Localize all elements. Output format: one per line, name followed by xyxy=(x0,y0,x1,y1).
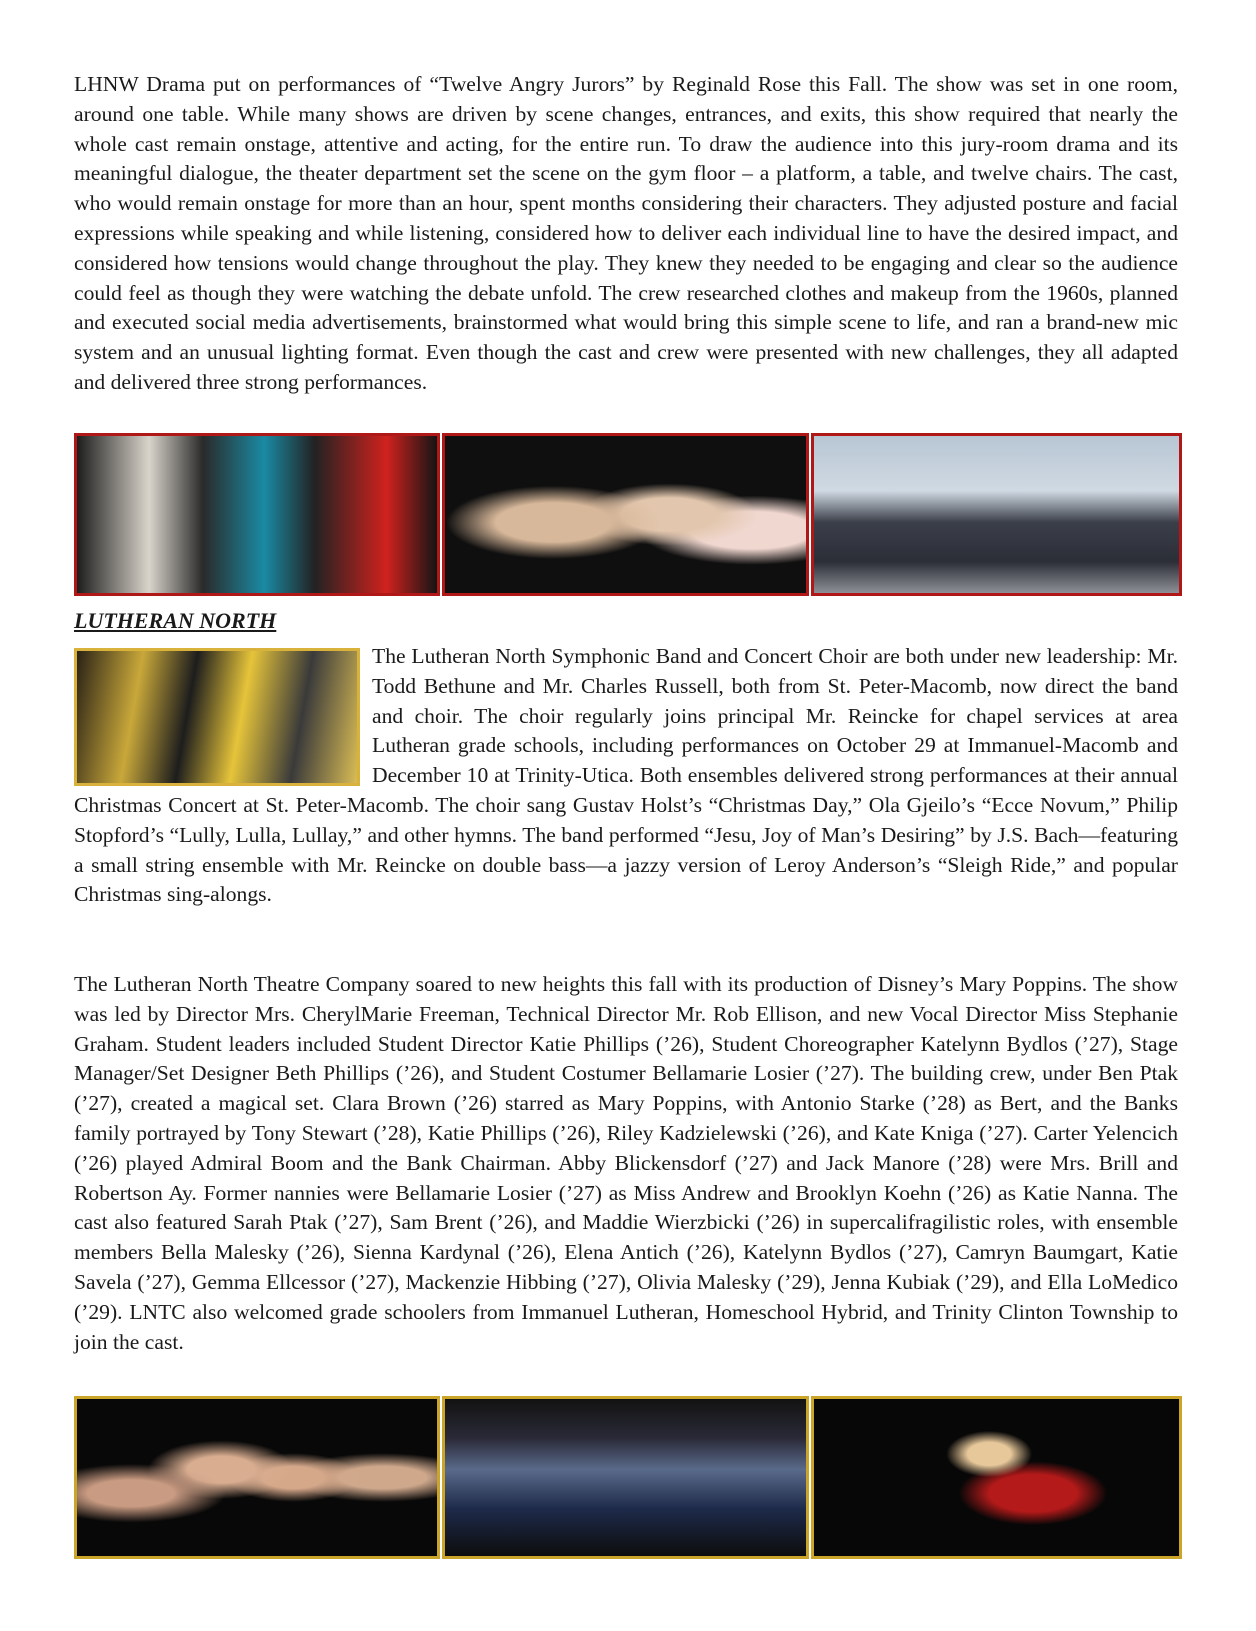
lhnw-photo-strip xyxy=(74,433,1182,596)
music-paragraph: The Lutheran North Symphonic Band and Concert Choir are both under new leadership: Mr. Todd Bethune and Mr. Charles Russell, both from St. Peter-Macomb, now direct the band and choir. The choir regularly joins principal Mr. Reincke for chapel services at area Lutheran grade schools, including performances on October 29 at Immanuel-Macomb and December 10 at Trinity-Utica. Both ensembles delivered strong performances at their annual Christmas Concert at St. Peter-Macomb. The choir sang Gustav Holst’s “Christmas Day,” Ola Gjeilo’s “Ecce Novum,” Philip Stopford’s “Lully, Lulla, Lullay,” and other hymns. The band performed “Jesu, Joy of Man’s Desiring” by J.S. Bach—featuring a small string ensemble with Mr. Reincke on double bass—a jazzy version of Leroy Anderson’s “Sleigh Ride,” and popular Christmas sing-alongs. xyxy=(74,644,1178,907)
full-cast-photo xyxy=(442,1396,809,1559)
group-outdoor-photo xyxy=(811,433,1182,596)
theatre-paragraph: The Lutheran North Theatre Company soared to new heights this fall with its production of Disney’s Mary Poppins. The show was led by Director Mrs. CherylMarie Freeman, Technical Director Mr. Rob Ellison, and new Vocal Director Miss Stephanie Graham. Student leaders included Student Director Katie Phillips (’26), Student Choreographer Katelynn Bydlos (’27), Stage Manager/Set Designer Beth Phillips (’26), and Student Costumer Bellamarie Losier (’27). The building crew, under Ben Ptak (’27), created a magical set. Clara Brown (’26) starred as Mary Poppins, with Antonio Starke (’28) as Bert, and the Banks family portrayed by Tony Stewart (’28), Katie Phillips (’26), Riley Kadzielewski (’26), and Kate Kniga (’27). Carter Yelencich (’26) played Admiral Boom and the Bank Chairman. Abby Blickensdorf (’27) and Jack Manore (’28) were Mrs. Brill and Robertson Ay. Former nannies were Bellamarie Losier (’27) as Miss Andrew and Brooklyn Koehn (’26) as Katie Nanna. The cast also featured Sarah Ptak (’27), Sam Brent (’26), and Maddie Wierzbicki (’26) in supercalifragilistic roles, with ensemble members Bella Malesky (’26), Sienna Kardynal (’26), Elena Antich (’26), Katelynn Bydlos (’27), Camryn Baumgart, Katie Savela (’27), Gemma Ellcessor (’27), Mackenzie Hibbing (’27), Olivia Malesky (’29), Jenna Kubiak (’29), and Ella LoMedico (’29). LNTC also welcomed grade schoolers from Immanuel Lutheran, Homeschool Hybrid, and Trinity Clinton Township to join the cast. xyxy=(74,972,1178,1354)
section-heading: LUTHERAN NORTH xyxy=(74,608,277,633)
lhnw-drama-paragraph: LHNW Drama put on performances of “Twelve Angry Jurors” by Reginald Rose this Fall. The show was set in one room, around one table. While many shows are driven by scene changes, entrances, and exits, this show required that nearly the whole cast remain onstage, attentive and acting, for the entire run. To draw the audience into this jury-room drama and its meaningful dialogue, the theater department set the scene on the gym floor – a platform, a table, and twelve chairs. The cast, who would remain onstage for more than an hour, spent months considering their characters. They adjusted posture and facial expressions while speaking and while listening, considered how to deliver each individual line to have the desired impact, and considered how tensions would change throughout the play. They knew they needed to be engaging and clear so the audience could feel as though they were watching the debate unfold. The crew researched clothes and makeup from the 1960s, planned and executed social media advertisements, brainstormed what would bring this simple scene to life, and ran a brand-new mic system and an unusual lighting format. Even though the cast and crew were presented with new challenges, they all adapted and delivered three strong performances. xyxy=(74,72,1178,394)
jurors-scene-photo xyxy=(442,433,809,596)
music-section xyxy=(74,642,1178,910)
band-violin-photo xyxy=(74,648,360,786)
cast-closeup-photo xyxy=(74,1396,440,1559)
curtain-call-photo xyxy=(74,433,440,596)
theatre-photo-strip xyxy=(74,1396,1182,1559)
mary-poppins-scene-photo xyxy=(811,1396,1182,1559)
